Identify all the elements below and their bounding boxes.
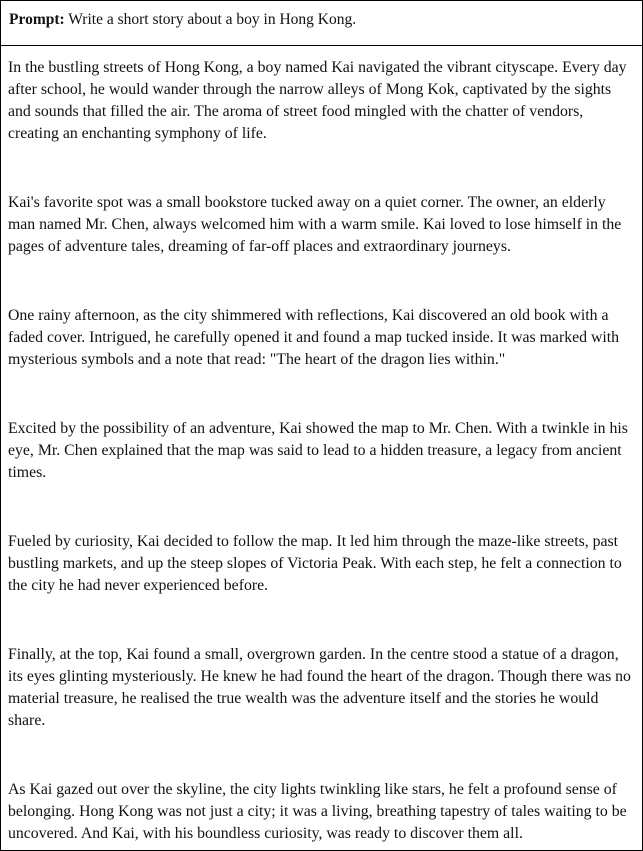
story-paragraph: Fueled by curiosity, Kai decided to follow the map. It led him through the maze-like streets, past bustling markets, and up the steep slopes of Victoria Peak. With each step, he felt a connection to the city he had never experienced before. (8, 533, 622, 594)
story-paragraph: Finally, at the top, Kai found a small, overgrown garden. In the centre stood a statue of a dragon, its eyes glinting mysteriously. He knew he had found the heart of the dragon. Though there was no material treasure, he realised the true wealth was the adventure itself and the stories he would share. (8, 646, 631, 729)
prompt-row (1, 1, 642, 46)
story-paragraph: Kai's favorite spot was a small bookstore tucked away on a quiet corner. The owner, an elderly man named Mr. Chen, always welcomed him with a warm smile. Kai loved to lose himself in the pages of adventure tales, dreaming of far-off places and extraordinary journeys. (8, 194, 622, 255)
story-body (1, 46, 642, 845)
story-paragraph: As Kai gazed out over the skyline, the city lights twinkling like stars, he felt a profound sense of belonging. Hong Kong was not just a city; it was a living, breathing tapestry of tales waiting to be uncovered. And Kai, with his boundless curiosity, was ready to discover them all. (8, 781, 627, 842)
prompt-text: Write a short story about a boy in Hong Kong. (64, 11, 357, 28)
story-paragraph: In the bustling streets of Hong Kong, a boy named Kai navigated the vibrant cityscape. Every day after school, he would wander through the narrow alleys of Mong Kok, captivated by the sights and sounds that filled the air. The aroma of street food mingled with the chatter of vendors, creating an enchanting symphony of life. (8, 59, 627, 142)
prompt-label: Prompt: (9, 11, 65, 28)
story-paragraph: Excited by the possibility of an adventure, Kai showed the map to Mr. Chen. With a twinkle in his eye, Mr. Chen explained that the map was said to lead to a hidden treasure, a legacy from ancient times. (8, 420, 628, 481)
story-paragraph: One rainy afternoon, as the city shimmered with reflections, Kai discovered an old book with a faded cover. Intrigued, he carefully opened it and found a map tucked inside. It was marked with mysterious symbols and a note that read: "The heart of the dragon lies within." (8, 307, 620, 368)
